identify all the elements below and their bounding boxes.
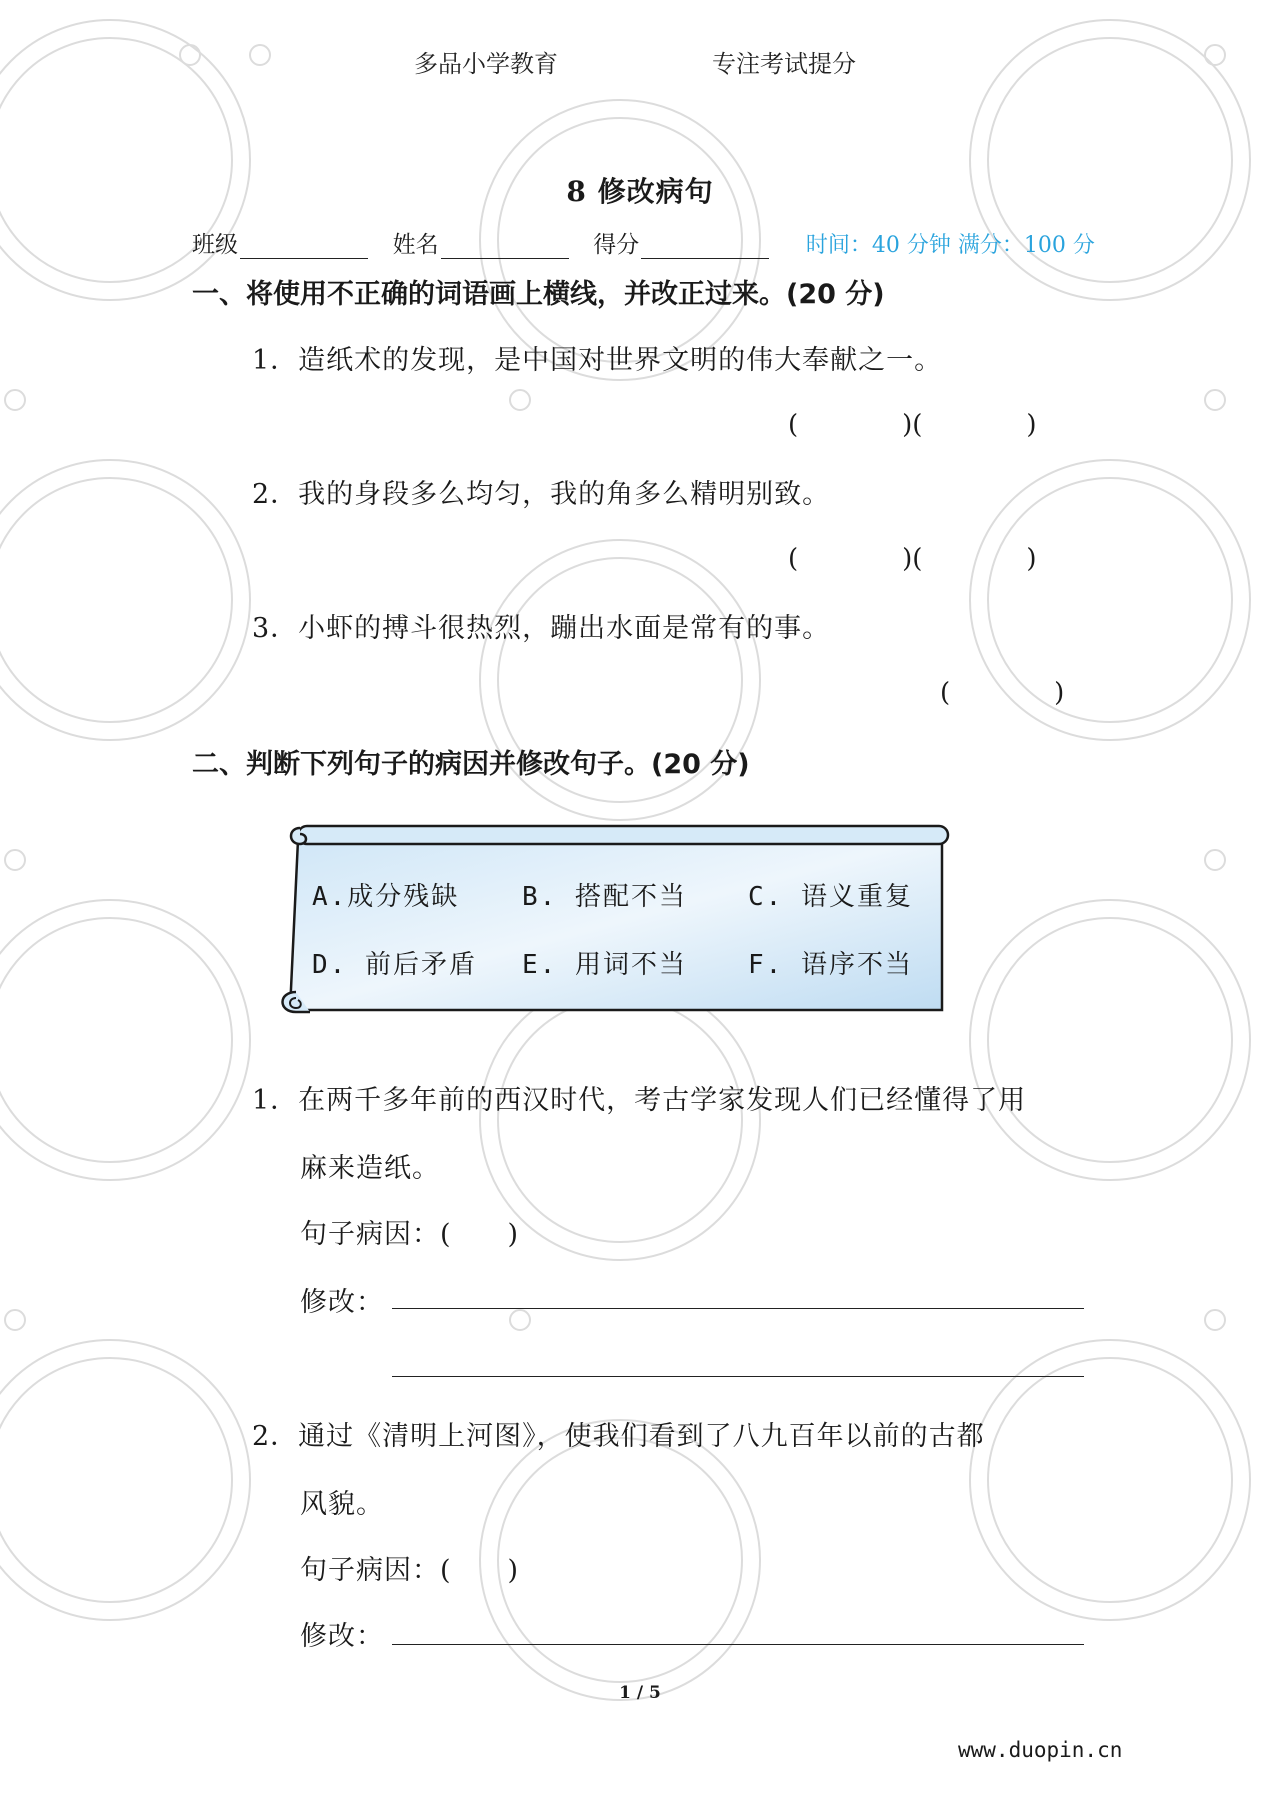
option-d: D. 前后矛盾 [312, 950, 477, 980]
s2-fix-label-2: 修改： [300, 1621, 384, 1652]
page-number: 1 / 5 [619, 1683, 661, 1703]
s1-answer-blanks-1[interactable]: ( )( ) [788, 410, 1037, 440]
s2-fix-line-1b[interactable] [392, 1376, 1084, 1377]
watermark-dot [5, 390, 25, 410]
watermark-ring [970, 1340, 1250, 1620]
header-brand: 多品小学教育 [414, 50, 558, 78]
s2-reason-1[interactable]: 句子病因：( ) [300, 1219, 520, 1250]
page-title: 8 修改病句 [566, 175, 714, 208]
s1-question-2: 2．我的身段多么均匀，我的角多么精明别致。 [252, 479, 831, 510]
name-blank[interactable] [441, 236, 569, 259]
section2-heading: 二、判断下列句子的病因并修改句子。(20 分) [192, 749, 750, 780]
s2-fix-line-1a[interactable] [392, 1308, 1084, 1309]
name-label: 姓名 [392, 232, 439, 258]
option-f: F. 语序不当 [748, 950, 913, 980]
info-row [192, 226, 1095, 259]
watermark-dot [1205, 850, 1225, 870]
watermark-ring [498, 1438, 742, 1682]
class-label: 班级 [192, 232, 238, 258]
watermark-ring [0, 478, 232, 722]
watermark-ring [480, 980, 760, 1260]
s2-question-1-line1: 1．在两千多年前的西汉时代，考古学家发现人们已经懂得了用 [252, 1085, 1027, 1116]
s2-fix-label-1: 修改： [300, 1287, 384, 1318]
header-slogan: 专注考试提分 [712, 50, 856, 78]
option-c: C. 语义重复 [748, 882, 913, 912]
watermark-dot [1205, 390, 1225, 410]
s1-question-3: 3．小虾的搏斗很热烈，蹦出水面是常有的事。 [252, 613, 831, 644]
s2-question-1-line2: 麻来造纸。 [300, 1153, 440, 1184]
s2-reason-2[interactable]: 句子病因：( ) [300, 1555, 520, 1586]
section1-heading: 一、将使用不正确的词语画上横线，并改正过来。(20 分) [192, 279, 885, 310]
watermark-dot [1205, 1310, 1225, 1330]
watermark-ring [988, 918, 1232, 1162]
watermark-dot [510, 390, 530, 410]
watermark-ring [970, 900, 1250, 1180]
watermark-ring [0, 460, 250, 740]
s1-answer-blanks-3[interactable]: ( ) [940, 678, 1065, 708]
option-a: A.成分残缺 [312, 882, 460, 912]
s1-answer-blanks-2[interactable]: ( )( ) [788, 544, 1037, 574]
options-scroll [270, 822, 970, 1018]
s2-fix-line-2a[interactable] [392, 1644, 1084, 1645]
watermark-ring [0, 918, 232, 1162]
score-label: 得分 [593, 232, 640, 258]
time-score-info: 时间：40 分钟 满分：100 分 [805, 233, 1095, 258]
option-e: E. 用词不当 [522, 950, 687, 980]
watermark-ring [0, 1358, 232, 1602]
watermark-dot [1205, 45, 1225, 65]
watermark-ring [988, 1358, 1232, 1602]
option-b: B. 搭配不当 [522, 882, 687, 912]
class-blank[interactable] [240, 236, 368, 259]
watermark-dot [180, 45, 200, 65]
watermark-dot [5, 850, 25, 870]
footer-url: www.duopin.cn [958, 1738, 1123, 1762]
watermark-ring [0, 900, 250, 1180]
watermark-ring [480, 1420, 760, 1700]
watermark-ring [0, 1340, 250, 1620]
s2-question-2-line1: 2．通过《清明上河图》，使我们看到了八九百年以前的古都 [252, 1421, 985, 1452]
watermark-dot [5, 1310, 25, 1330]
s1-question-1: 1．造纸术的发现，是中国对世界文明的伟大奉献之一。 [252, 345, 943, 376]
score-blank[interactable] [641, 236, 769, 259]
watermark-ring [498, 998, 742, 1242]
watermark-dot [510, 1310, 530, 1330]
s2-question-2-line2: 风貌。 [300, 1489, 384, 1520]
watermark-dot [250, 45, 270, 65]
